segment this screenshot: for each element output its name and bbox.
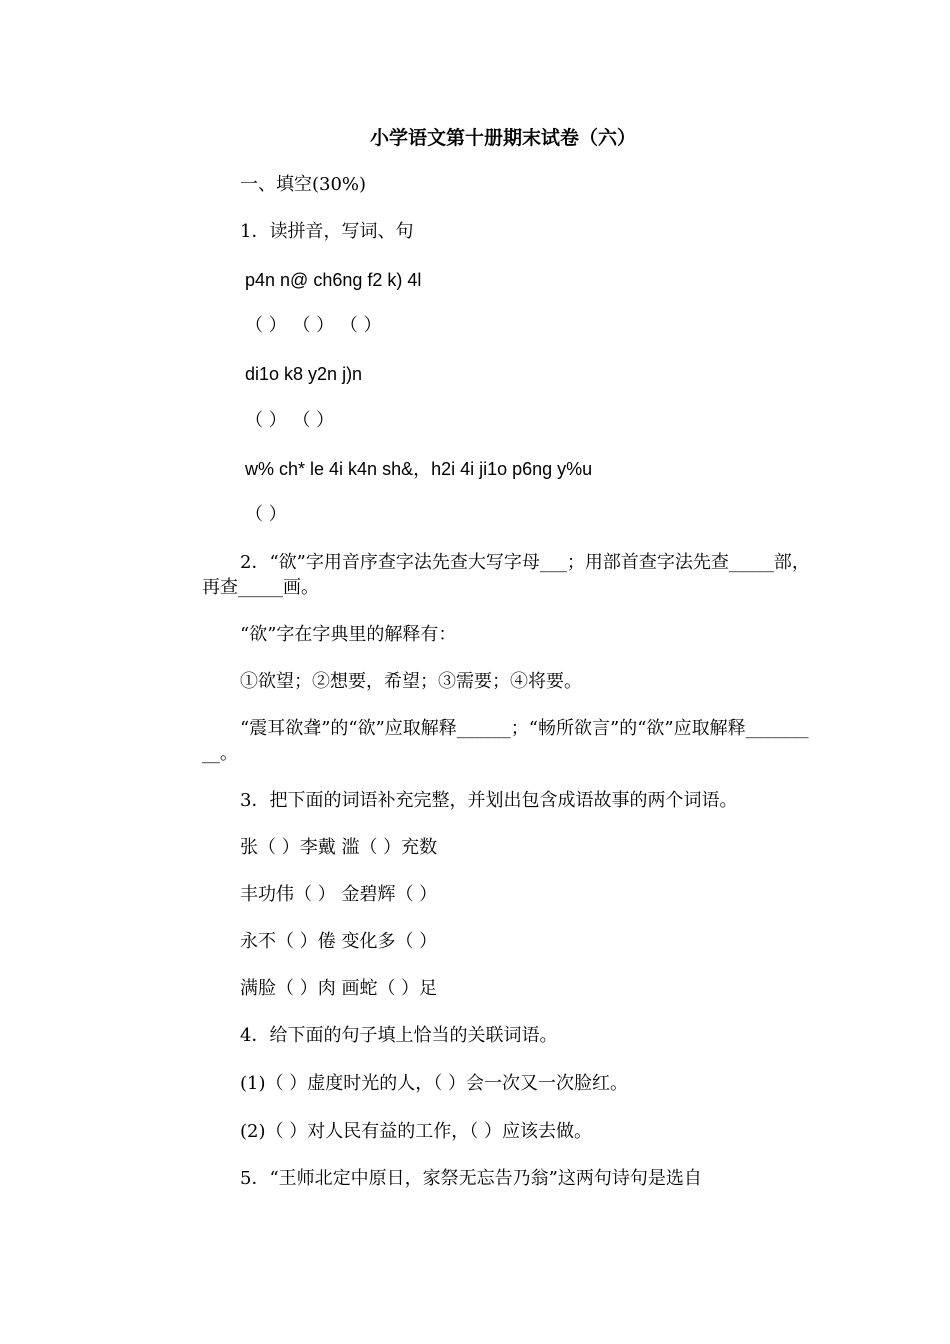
idiom-row-1: 张（ ）李戴 滥（ ）充数 — [240, 837, 438, 858]
question-4-sentence-2: (2)（ ）对人民有益的工作，（ ）应该去做。 — [240, 1121, 592, 1142]
question-2-text: 2．“欲”字用音序查字法先查大写字母___；用部首查字法先查_____部，再查_____画。 — [202, 552, 810, 598]
answer-blanks-row-2: （ ） （ ） — [245, 410, 335, 431]
question-3-heading: 3．把下面的词语补充完整，并划出包含成语故事的两个词语。 — [240, 790, 738, 811]
dictionary-intro: “欲”字在字典里的解释有： — [240, 624, 457, 645]
dictionary-meanings: ①欲望；②想要，希望；③需要；④将要。 — [240, 671, 582, 692]
question-5-heading: 5．“王师北定中原日，家祭无忘告乃翁”这两句诗句是选自 — [240, 1168, 702, 1189]
question-4-sentence-1: (1)（ ）虚度时光的人，（ ）会一次又一次脸红。 — [240, 1073, 628, 1094]
question-1-heading: 1．读拼音，写词、句 — [240, 221, 414, 242]
section-heading: 一、填空(30%) — [240, 174, 367, 195]
question-2-fill-in: “震耳欲聋”的“欲”应取解释______；“畅所欲言”的“欲”应取解释_________。 — [202, 718, 809, 764]
idiom-row-2: 丰功伟（ ） 金碧辉（ ） — [240, 884, 438, 905]
answer-blanks-row-1: （ ） （ ） （ ） — [245, 315, 382, 336]
document-title: 小学语文第十册期末试卷（六） — [370, 127, 637, 149]
question-4-heading: 4．给下面的句子填上恰当的关联词语。 — [240, 1025, 558, 1046]
answer-blanks-row-3: （ ） — [245, 504, 287, 525]
pinyin-row-1: p4n n@ ch6ng f2 k) 4l — [245, 270, 422, 290]
idiom-row-4: 满脸（ ）肉 画蛇（ ）足 — [240, 978, 438, 999]
idiom-row-3: 永不（ ）倦 变化多（ ） — [240, 931, 438, 952]
pinyin-row-2: di1o k8 y2n j)n — [245, 364, 363, 384]
pinyin-row-3: w% ch* le 4i k4n sh&，h2i 4i ji1o p6ng y%u — [245, 459, 593, 479]
